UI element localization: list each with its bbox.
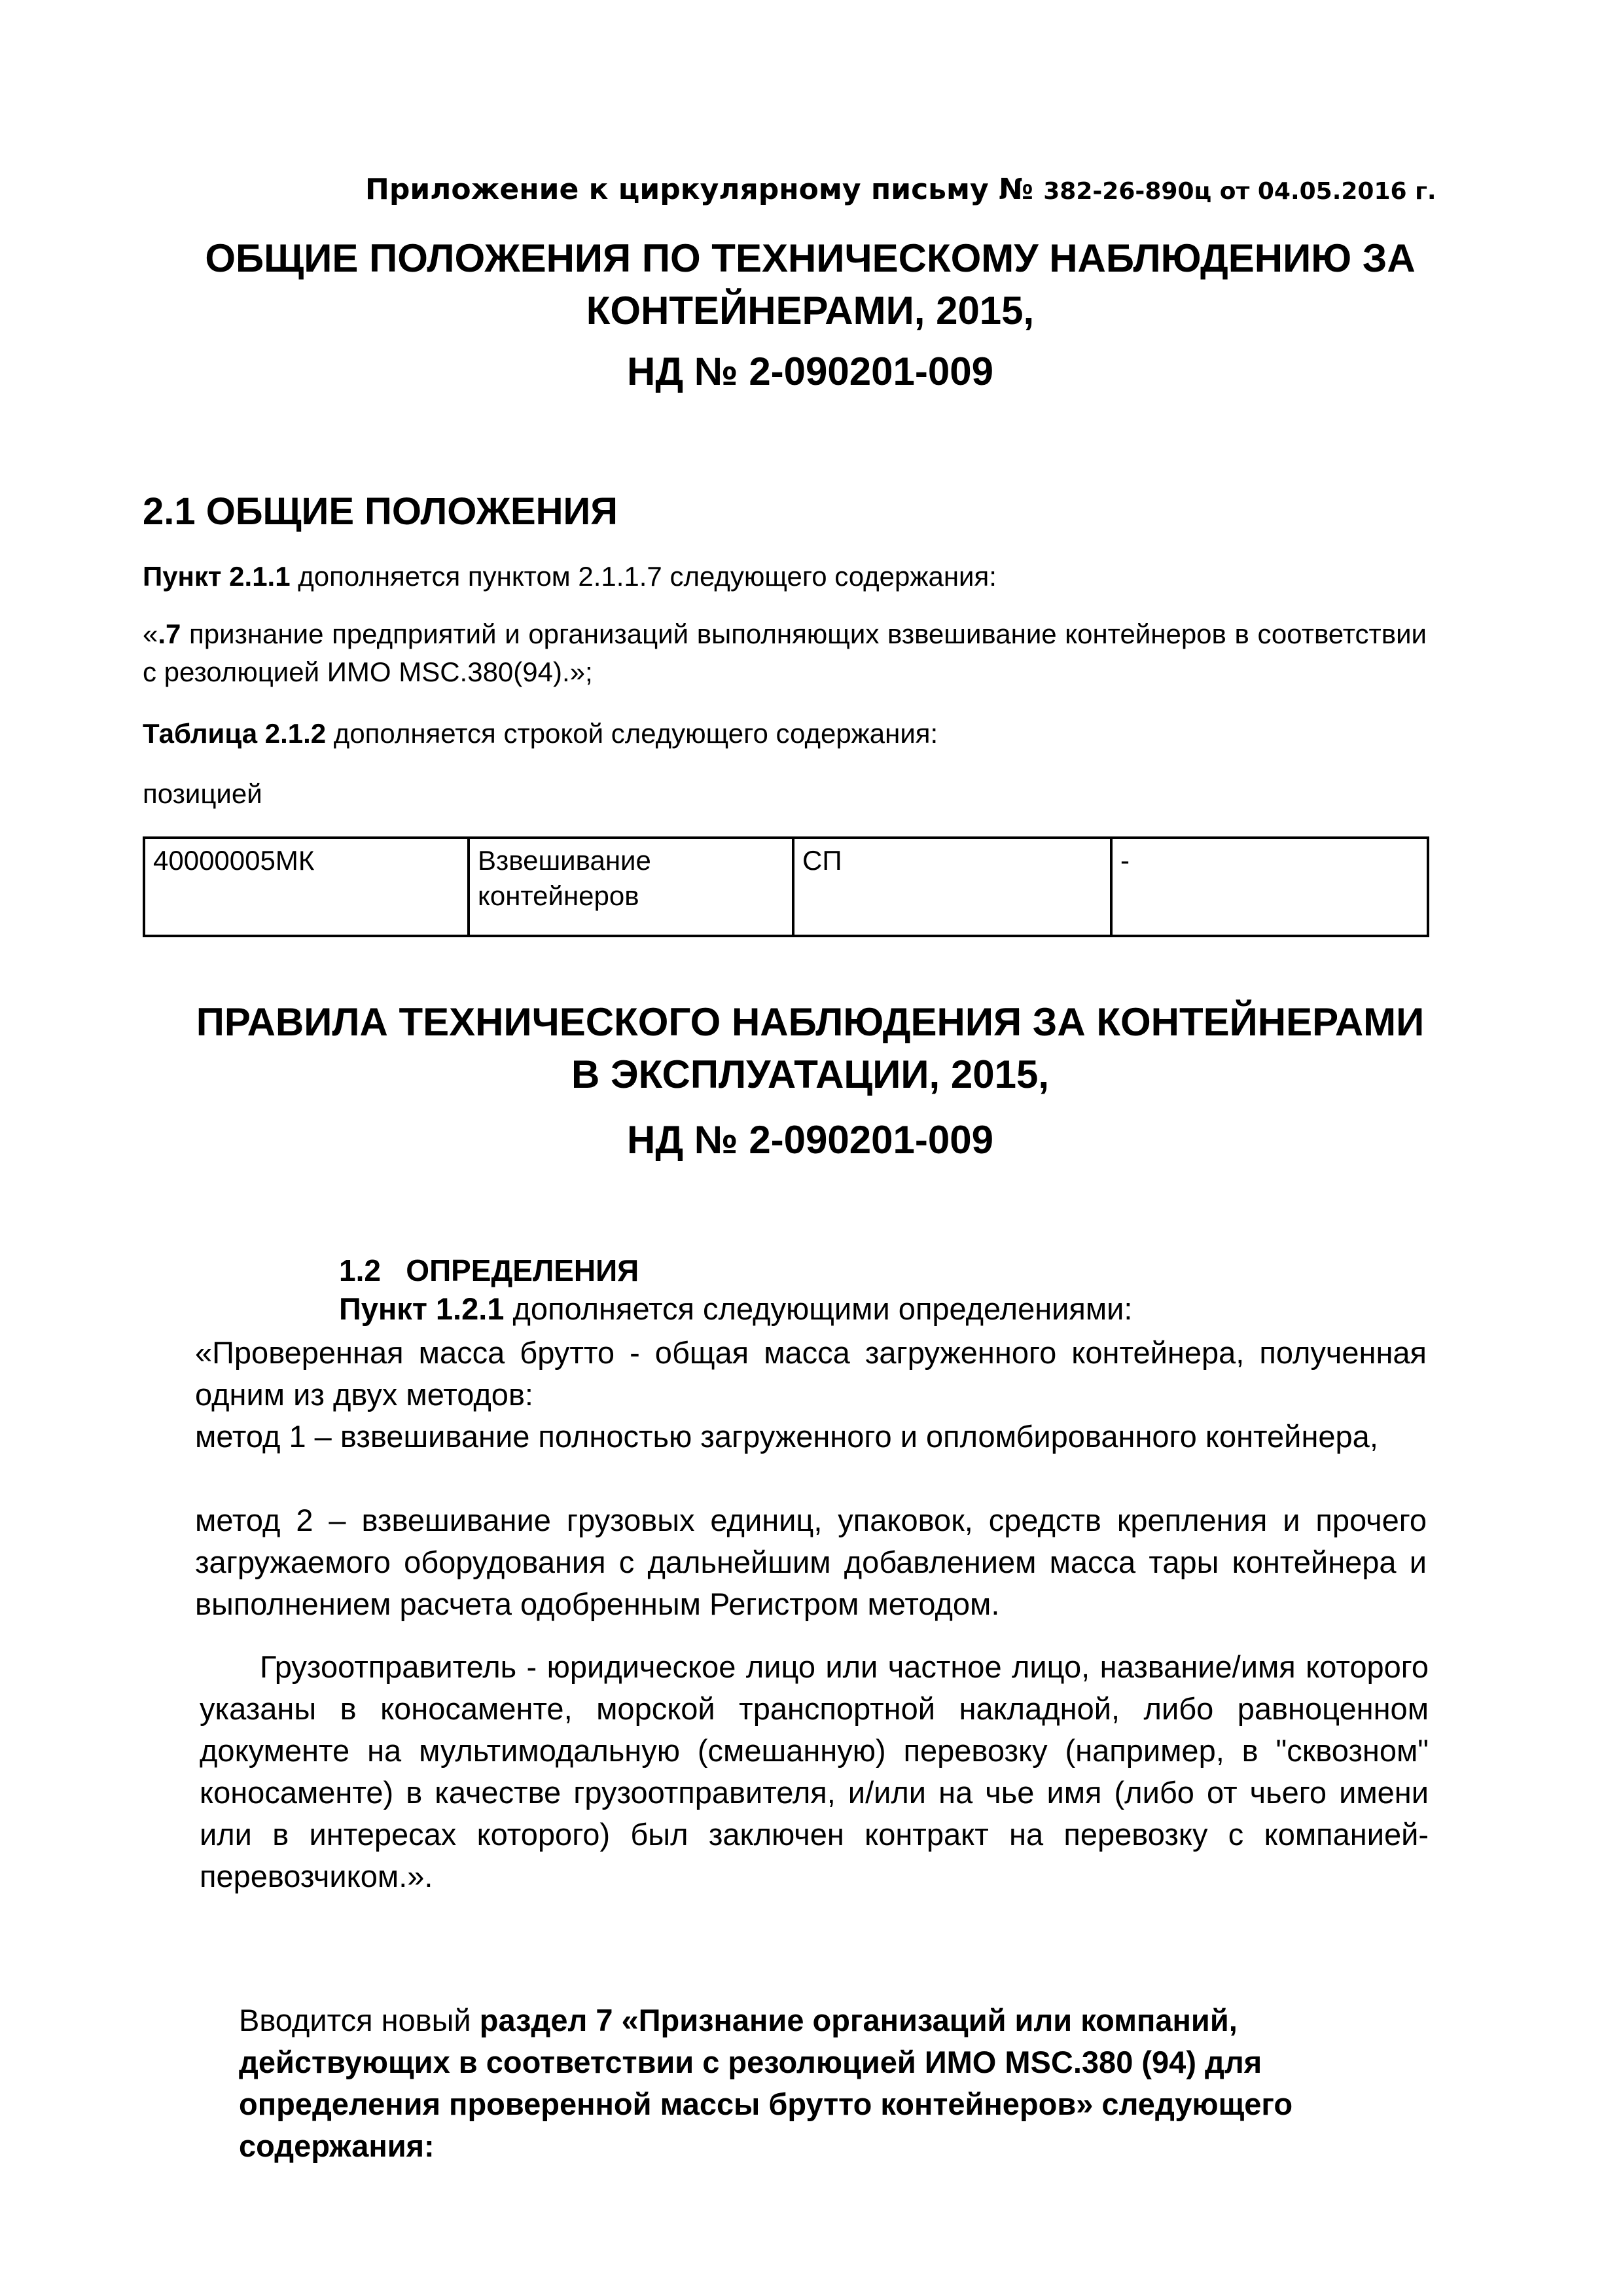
paragraph-2-1-1 — [143, 558, 1427, 596]
definition-method-1: метод 1 – взвешивание полностью загруженного и опломбированного контейнера, — [195, 1419, 1378, 1454]
definition-shipper: Грузоотправитель - юридическое лицо или частное лицо, название/имя которого указаны в коносаменте, морской транспортной накладной, либо равноценном документе на мультимодальную (смешанную) перевозку (например, в "сквозном" коносаменте) в качестве грузоотправителя, и/или на чье имя (либо от чьего имени или в интересах которого) был заключен контракт на перевозку с компанией-перевозчиком.». — [200, 1649, 1429, 1893]
paragraph-position: позицией — [143, 778, 262, 809]
p211-text: дополняется пунктом 2.1.1.7 следующего содержания: — [290, 561, 997, 592]
document-title-1 — [143, 232, 1478, 337]
section-1-2-heading: 1.2 ОПРЕДЕЛЕНИЯ — [339, 1253, 639, 1287]
table-cell-name: Взвешивание контейнеров — [469, 838, 793, 936]
p211-bold: Пункт 2.1.1 — [143, 561, 291, 592]
annex-reference — [365, 171, 1438, 210]
paragraph-1-2-1 — [339, 1288, 1133, 1330]
p121-text: дополняется следующими определениями: — [504, 1291, 1133, 1326]
paragraph-table-2-1-2 — [143, 715, 1427, 753]
title1-nd: НД № 2-090201-009 — [627, 350, 993, 393]
annex-prefix: Приложение к циркулярному письму № — [365, 173, 1044, 206]
title1-line1: ОБЩИЕ ПОЛОЖЕНИЯ ПО ТЕХНИЧЕСКОМУ НАБЛЮДЕНИЮ ЗА — [205, 236, 1416, 280]
p121-bold: Пункт 1.2.1 — [339, 1291, 505, 1326]
title2-nd: НД № 2-090201-009 — [627, 1118, 993, 1162]
table-cell-code: 40000005МК — [144, 838, 469, 936]
item7-bold: .7 — [158, 619, 181, 649]
section-2-1-heading: 2.1 ОБЩИЕ ПОЛОЖЕНИЯ — [143, 490, 618, 533]
new-section-7 — [239, 2000, 1430, 2167]
table-cell-type: СП — [793, 838, 1111, 936]
title2-line1: ПРАВИЛА ТЕХНИЧЕСКОГО НАБЛЮДЕНИЯ ЗА КОНТЕЙНЕРАМИ — [196, 1000, 1425, 1044]
item7-text: признание предприятий и организаций выполняющих взвешивание контейнеров в соответствии с резолюцией ИМО MSC.380(94).»; — [143, 619, 1427, 687]
new-section-intro: Вводится новый — [239, 2003, 480, 2037]
title2-line2: В ЭКСПЛУАТАЦИИ, 2015, — [571, 1052, 1049, 1096]
title1-line2: КОНТЕЙНЕРАМИ, 2015, — [586, 289, 1035, 332]
item7-open: « — [143, 619, 158, 649]
table-cell-extra: - — [1111, 838, 1428, 936]
paragraph-item-7 — [143, 615, 1427, 691]
definition-method-2: метод 2 – взвешивание грузовых единиц, упаковок, средств крепления и прочего загружаемого оборудования с дальнейшим добавлением масса тары контейнера и выполнением расчета одобренным Регистром методом. — [195, 1503, 1427, 1621]
document-title-2 — [143, 996, 1478, 1101]
new-section-title: раздел 7 «Признание организаций или компаний, действующих в соответствии с резолюцией ИМО MSC.380 (94) для определения проверенной массы брутто контейнеров» следующего содержания: — [239, 2003, 1293, 2163]
table-row — [144, 838, 1428, 936]
table212-text: дополняется строкой следующего содержания: — [326, 718, 938, 749]
table212-bold: Таблица 2.1.2 — [143, 718, 327, 749]
definition-vgm: «Проверенная масса брутто - общая масса загруженного контейнера, полученная одним из двух методов: — [195, 1335, 1427, 1412]
annex-number: 382-26-890ц от 04.05.2016 г. — [1043, 178, 1436, 205]
position-table — [143, 836, 1429, 937]
